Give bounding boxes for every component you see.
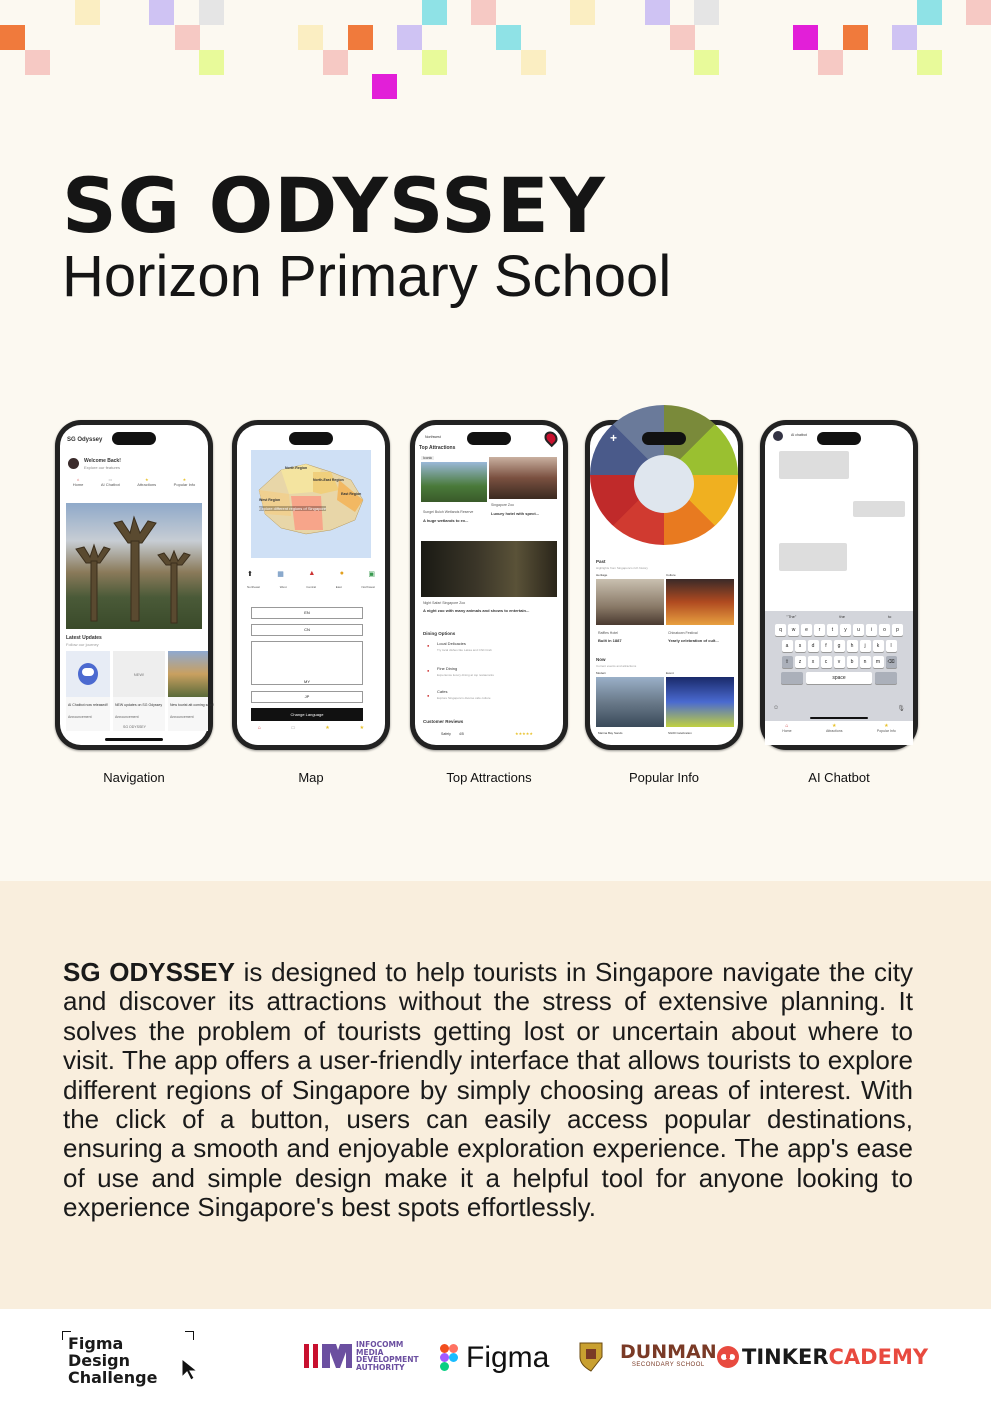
suggestion-bar [765,611,913,622]
chatbot-header: AI chatbot [791,433,807,437]
keyboard [765,611,913,745]
key[interactable]: b [847,656,858,668]
phone-frame [55,420,213,750]
phone-frame [585,420,743,750]
gardens-by-the-bay-photo [66,503,202,629]
microphone-icon[interactable]: 🎙 [897,706,905,712]
now-subtext: Current events and attractions [596,664,637,668]
key[interactable]: s [795,640,806,652]
region-icon[interactable]: ▲ [308,570,316,577]
plus-icon: + [610,431,618,445]
attraction-card[interactable]: Singapore Zoo Luxury hotel with spect... [489,457,557,532]
new-badge-image: NEW! [113,651,165,697]
key[interactable]: e [801,624,812,636]
home-icon: ⌂ [785,723,789,729]
region-icons [247,570,375,578]
raffles-hotel-photo[interactable] [596,579,664,625]
latest-updates-heading: Latest Updates [66,635,102,641]
key[interactable]: i [866,624,877,636]
singapore-map[interactable]: North Region North-East Region West Region East Region Explore different regions of Singapore [251,450,371,558]
phone-map [232,420,390,785]
caption-navigation: Navigation [103,770,165,785]
update-card[interactable]: New tourist att coming soon! Announcement [168,651,208,731]
dynamic-island [467,432,511,445]
key[interactable]: k [873,640,884,652]
emoji-icon[interactable]: ☺ [773,705,780,711]
home-indicator [810,717,868,719]
phone-gallery [55,420,925,790]
star-icon: ★ [144,477,149,482]
chat-bubble [779,543,847,571]
attraction-image [168,651,208,697]
figma-icon [440,1344,458,1372]
tinkercademy-icon [716,1345,740,1369]
home-indicator [105,738,163,741]
language-option-cn[interactable]: CN [251,624,363,636]
key[interactable]: v [834,656,845,668]
delete-key[interactable]: ⌫ [886,656,897,668]
caption-map: Map [298,770,324,785]
attraction-card[interactable]: Sungei Buloh Wetlands Reserve A huge wetlands to ex... [421,462,487,532]
bot-avatar [773,431,783,441]
app-title: SG Odyssey [67,437,103,443]
shift-key[interactable]: ⇧ [782,656,793,668]
key[interactable]: g [834,640,845,652]
update-card[interactable]: NEW! NEW updates on SG Odyssey Announcement SG ODYSSEY [113,651,165,731]
language-option-my[interactable]: MY [251,641,363,685]
chat-icon[interactable]: ▭ [290,725,296,731]
description-body: is designed to help tourists in Singapore navigate the city and discover its attractions without the stress of extensive planning. It solves the problem of tourists getting lost or uncertain about where to visit. The app offers a user-friendly interface that allows tourists to explore different regions of Singapore by simply choosing areas of interest. With the click of a button, users can easily access popular destinations, ensuring a smooth and enjoyable exploration experience. The app's ease of use and simple design make it a helpful tool for anyone looking to experience Singapore's best spots effortlessly. [63,957,914,1223]
key[interactable]: y [840,624,851,636]
return-key[interactable] [875,672,897,684]
caption-popular-info: Popular Info [628,770,700,785]
night-safari-photo[interactable] [421,541,557,597]
region-label: Northwest [425,435,441,439]
tab-attractions[interactable]: ★ Attractions [825,723,843,733]
key[interactable]: t [827,624,838,636]
star-icon: ★ [182,477,187,482]
dining-heading: Dining Options [423,631,456,636]
page-title: SG ODYSSEY [62,161,606,250]
key[interactable]: u [853,624,864,636]
latest-updates-subtext: Follow our journey [66,642,99,647]
suggestion[interactable]: to [888,614,892,619]
past-heading: Past [596,559,606,564]
map-prompt: Explore different regions of Singapore [259,506,327,511]
suggestion[interactable]: "The" [786,614,797,619]
key[interactable]: r [814,624,825,636]
phone-top-attractions [410,420,568,785]
phone-navigation [55,420,213,785]
review-label: Safety [441,732,451,736]
keyboard-row-4 [765,672,913,684]
dynamic-island [817,432,861,445]
sponsor-footer [0,1309,991,1402]
key[interactable]: d [808,640,819,652]
key[interactable]: c [821,656,832,668]
key[interactable]: x [808,656,819,668]
key[interactable]: p [892,624,903,636]
keyboard-row-3 [765,656,913,668]
suggestion[interactable]: the [839,614,845,619]
key[interactable]: m [873,656,884,668]
star-icon[interactable]: ★ [359,725,365,731]
keyboard-row-2 [765,640,913,652]
language-option-jp[interactable]: JP [251,691,363,703]
coffee-icon: ● [427,693,430,698]
welcome-text: Welcome Back! [84,458,121,464]
tab-popular-info[interactable]: ★ Popular Info [876,723,896,733]
reviews-heading: Customer Reviews [423,719,464,724]
chat-bubble [853,501,905,517]
rating-stars: ★★★★★ [515,731,533,736]
chat-icon: ▭ [108,477,113,482]
figma-design-challenge-logo: Figma Design Challenge [62,1331,194,1377]
past-subtext: Highlights from Singapore's rich history [596,566,648,570]
category-chip[interactable]: Iconic [423,456,433,460]
phone-frame [232,420,390,750]
caption-ai-chatbot: AI Chatbot [808,770,870,785]
sg60-photo[interactable] [666,677,734,727]
home-icon[interactable]: ⌂ [257,725,261,731]
tinkercademy-logo: TINKER CADEMY [716,1345,928,1369]
chat-bubble [779,451,849,479]
key[interactable]: z [795,656,806,668]
tab-popular-info[interactable]: ★ Popular Info [173,477,196,487]
region-icon[interactable]: ▦ [277,571,284,578]
change-language-button[interactable]: Change Language [251,708,363,721]
tab-home[interactable]: ⌂ Home [72,477,84,487]
star-icon: ★ [884,723,889,729]
night-safari-desc: A night zoo with many animals and shows to entertain... [423,608,530,613]
avatar [68,458,79,469]
imda-mark [304,1342,352,1370]
language-option-en[interactable]: EN [251,607,363,619]
phone-frame [410,420,568,750]
region-icon[interactable]: ▣ [368,571,375,578]
tab-bar [64,477,204,495]
update-card[interactable]: AI Chatbot now released!! Announcement [66,651,110,731]
key[interactable]: l [886,640,897,652]
space-key[interactable]: space [806,672,872,684]
robot-image [66,651,110,697]
key[interactable]: f [821,640,832,652]
wetlands-photo [421,462,487,502]
bottom-tab-bar [243,725,379,731]
figma-logo: Figma [440,1341,549,1375]
key[interactable]: o [879,624,890,636]
dunman-crest-icon [576,1339,606,1371]
marina-bay-photo[interactable] [596,677,664,727]
bottom-tab-bar [765,721,913,745]
star-icon[interactable]: ★ [325,725,330,731]
home-icon: ⌂ [76,477,80,482]
phone-ai-chatbot [760,420,918,785]
key[interactable]: j [860,640,871,652]
dynamic-island [642,432,686,445]
star-icon: ★ [831,723,837,729]
wheel-center [634,455,694,513]
top-attractions-screen: Northwest Top Attractions Iconic Sungei Buloh Wetlands Reserve A huge wetlands to ex... Singapore Zoo Luxury hotel with spect... Night Safari Singapore Zoo A night zoo with many animals and shows to entertain... Dining Options ● Local Delicacies Try local dishes like Laksa and Chili Crab ● Fine Dining Experience luxury dining at top restaurants ● Cafes Explore Singapore's diverse cafe culture Customer Reviews Safety 4/5 ★★★★★ [415,425,563,745]
night-safari-name: Night Safari Singapore Zoo [423,601,466,605]
description-lead: SG ODYSSEY [63,957,235,987]
description-paragraph [63,958,913,1223]
tab-attractions[interactable]: ★ Attractions [137,477,157,487]
welcome-subtext: Explore our features [84,465,121,470]
map-pin-icon [542,429,560,447]
food-icon: ● [427,668,430,673]
cursor-icon [180,1357,200,1381]
map-screen [237,425,385,745]
key[interactable]: n [860,656,871,668]
food-icon: ● [427,643,430,648]
key[interactable]: q [775,624,786,636]
dynamic-island [112,432,156,445]
now-heading: Now [596,657,606,662]
chinatown-photo[interactable] [666,579,734,625]
imda-logo: INFOCOMM MEDIA DEVELOPMENT AUTHORITY [304,1341,419,1371]
popular-info-screen: + Past Highlights from Singapore's rich history Heritage Culture Raffles Hotel Built in 1887 Chinatown Festival Yearly celebration of cult... Now Current events and attractions Modern Event Marina Bay Sands SG60 Celebration [590,425,738,745]
tab-ai-chatbot[interactable]: ▭ AI Chatbot [100,477,120,487]
keyboard-row-1 [765,624,913,636]
region-icon[interactable]: ⬆ [247,571,253,578]
navigation-screen [60,425,215,745]
key[interactable]: h [847,640,858,652]
key[interactable]: w [788,624,799,636]
key[interactable]: a [782,640,793,652]
phone-popular-info [585,420,743,785]
review-score: 4/5 [459,732,464,736]
region-icon[interactable]: ● [339,570,344,577]
dunman-logo: DUNMAN SECONDARY SCHOOL [576,1339,717,1371]
phone-frame [760,420,918,750]
keyboard-bottom [773,705,905,712]
caption-top-attractions: Top Attractions [446,770,532,785]
ai-chatbot-screen [765,425,913,745]
numbers-key[interactable] [781,672,803,684]
top-attractions-heading: Top Attractions [419,445,456,451]
region-icon-labels: Northeast West Central East Northwest [247,585,375,589]
tab-home[interactable]: ⌂ Home [782,723,792,733]
page-subtitle: Horizon Primary School [62,244,672,309]
dynamic-island [289,432,333,445]
zoo-photo [489,457,557,499]
